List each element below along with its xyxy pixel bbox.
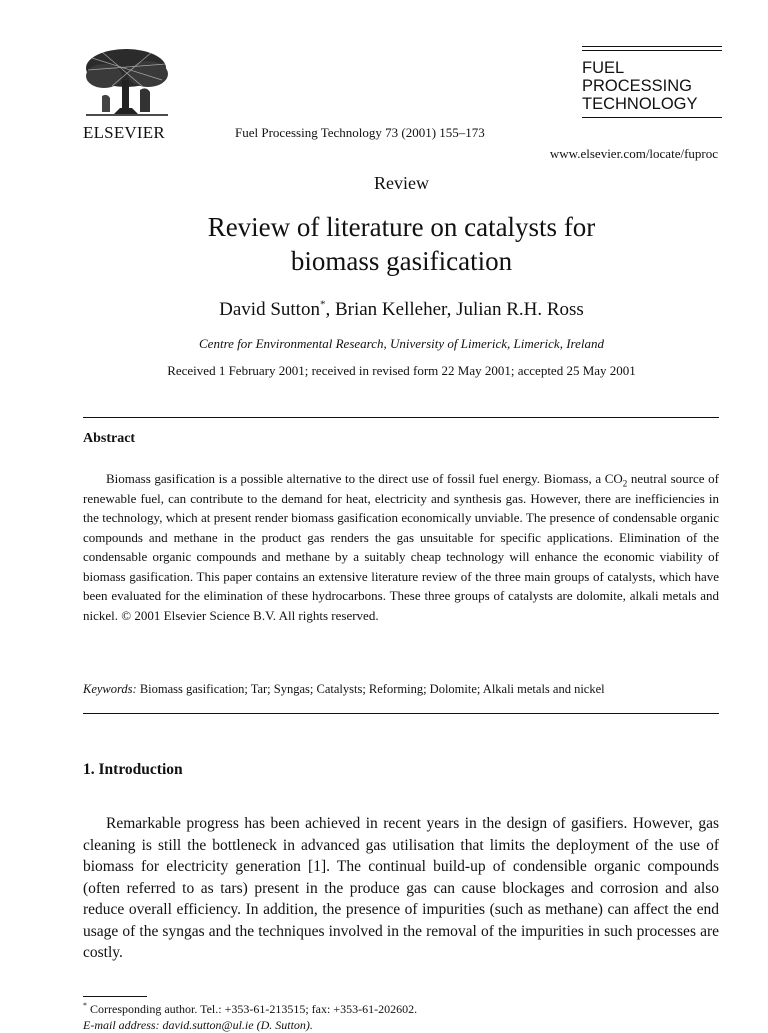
- article-type: Review: [374, 173, 429, 193]
- brand-line: FUEL: [582, 59, 625, 77]
- abstract-heading: Abstract: [83, 431, 136, 446]
- title-line: biomass gasification: [290, 246, 513, 276]
- affiliation: Centre for Environmental Research, University of Limerick, Limerick, Ireland: [199, 336, 604, 351]
- co2-subscript: 2: [622, 478, 628, 489]
- journal-brand-name: [582, 59, 722, 113]
- brand-rule: [582, 46, 722, 47]
- author-names: , Brian Kelleher, Julian R.H. Ross: [325, 299, 584, 320]
- footnote: [83, 1001, 417, 1017]
- keywords-label: Keywords:: [83, 682, 137, 696]
- journal-url-link[interactable]: www.elsevier.com/locate/fuproc: [549, 146, 718, 161]
- abstract-text-part: neutral source of renewable fuel, can contribute to the demand for heat, electricity and synthesis gas. However, there are inefficiencies in the technology, which at present render biomass gasification economically unviable. The presence of condensable organic compounds and methane in the product gas renders the gas unsuitable for specific applications. Elimination of the condensable organic compounds and methane by a suitably cheap technology will enhance the economic viability of biomass gasification. This paper contains an extensive literature review of the three main groups of catalysts, which have been evaluated for the elimination of these hydrocarbons. These three groups of catalysts are dolomite, alkali metals and nickel. © 2001 Elsevier Science B.V. All rights reserved.: [83, 471, 719, 623]
- publisher-name: ELSEVIER: [83, 123, 165, 142]
- footnote-mark: *: [83, 1001, 87, 1010]
- divider: [83, 417, 719, 418]
- brand-rule: [582, 50, 722, 51]
- article-dates: Received 1 February 2001; received in revised form 22 May 2001; accepted 25 May 2001: [167, 363, 636, 378]
- abstract-text: [83, 469, 719, 625]
- authors: [0, 299, 768, 321]
- article-title: [0, 210, 768, 278]
- elsevier-tree-logo-icon: [82, 46, 172, 118]
- journal-brand: [582, 46, 722, 121]
- author-name[interactable]: David Sutton: [219, 299, 320, 320]
- brand-rule: [582, 117, 722, 118]
- section-heading-introduction: 1. Introduction: [83, 761, 183, 778]
- keywords-list: Biomass gasification; Tar; Syngas; Catalysts; Reforming; Dolomite; Alkali metals and nickel: [136, 682, 605, 696]
- divider: [83, 713, 719, 714]
- brand-line: TECHNOLOGY: [582, 95, 698, 113]
- brand-line: PROCESSING: [582, 77, 693, 95]
- introduction-paragraph: Remarkable progress has been achieved in recent years in the design of gasifiers. However, gas cleaning is still the bottleneck in advanced gas utilisation that limits the deployment of the use of biomass for electricity generation [1]. The continual build-up of condensible organic compounds (often referred to as tars) present in the produce gas can cause blockages and corrosion and also reduce overall efficiency. In addition, the presence of impurities (such as methane) can affect the end usage of the syngas and the techniques involved in the removal of the impurities in such processes are costly.: [83, 815, 719, 961]
- footnote-email[interactable]: E-mail address: david.sutton@ul.ie (D. Sutton).: [83, 1018, 313, 1032]
- corresponding-author-mark[interactable]: *: [319, 298, 326, 311]
- co2-base: CO: [604, 471, 623, 486]
- keywords: [83, 682, 719, 697]
- abstract-text-part: Biomass gasification is a possible alternative to the direct use of fossil fuel energy. Biomass, a: [106, 471, 605, 486]
- title-line: Review of literature on catalysts for: [207, 212, 596, 242]
- footnote-rule: [83, 996, 147, 997]
- co2-formula: [604, 471, 628, 489]
- footnote-text: Corresponding author. Tel.: +353-61-213515; fax: +353-61-202602.: [90, 1002, 418, 1016]
- journal-reference: Fuel Processing Technology 73 (2001) 155–173: [235, 125, 485, 140]
